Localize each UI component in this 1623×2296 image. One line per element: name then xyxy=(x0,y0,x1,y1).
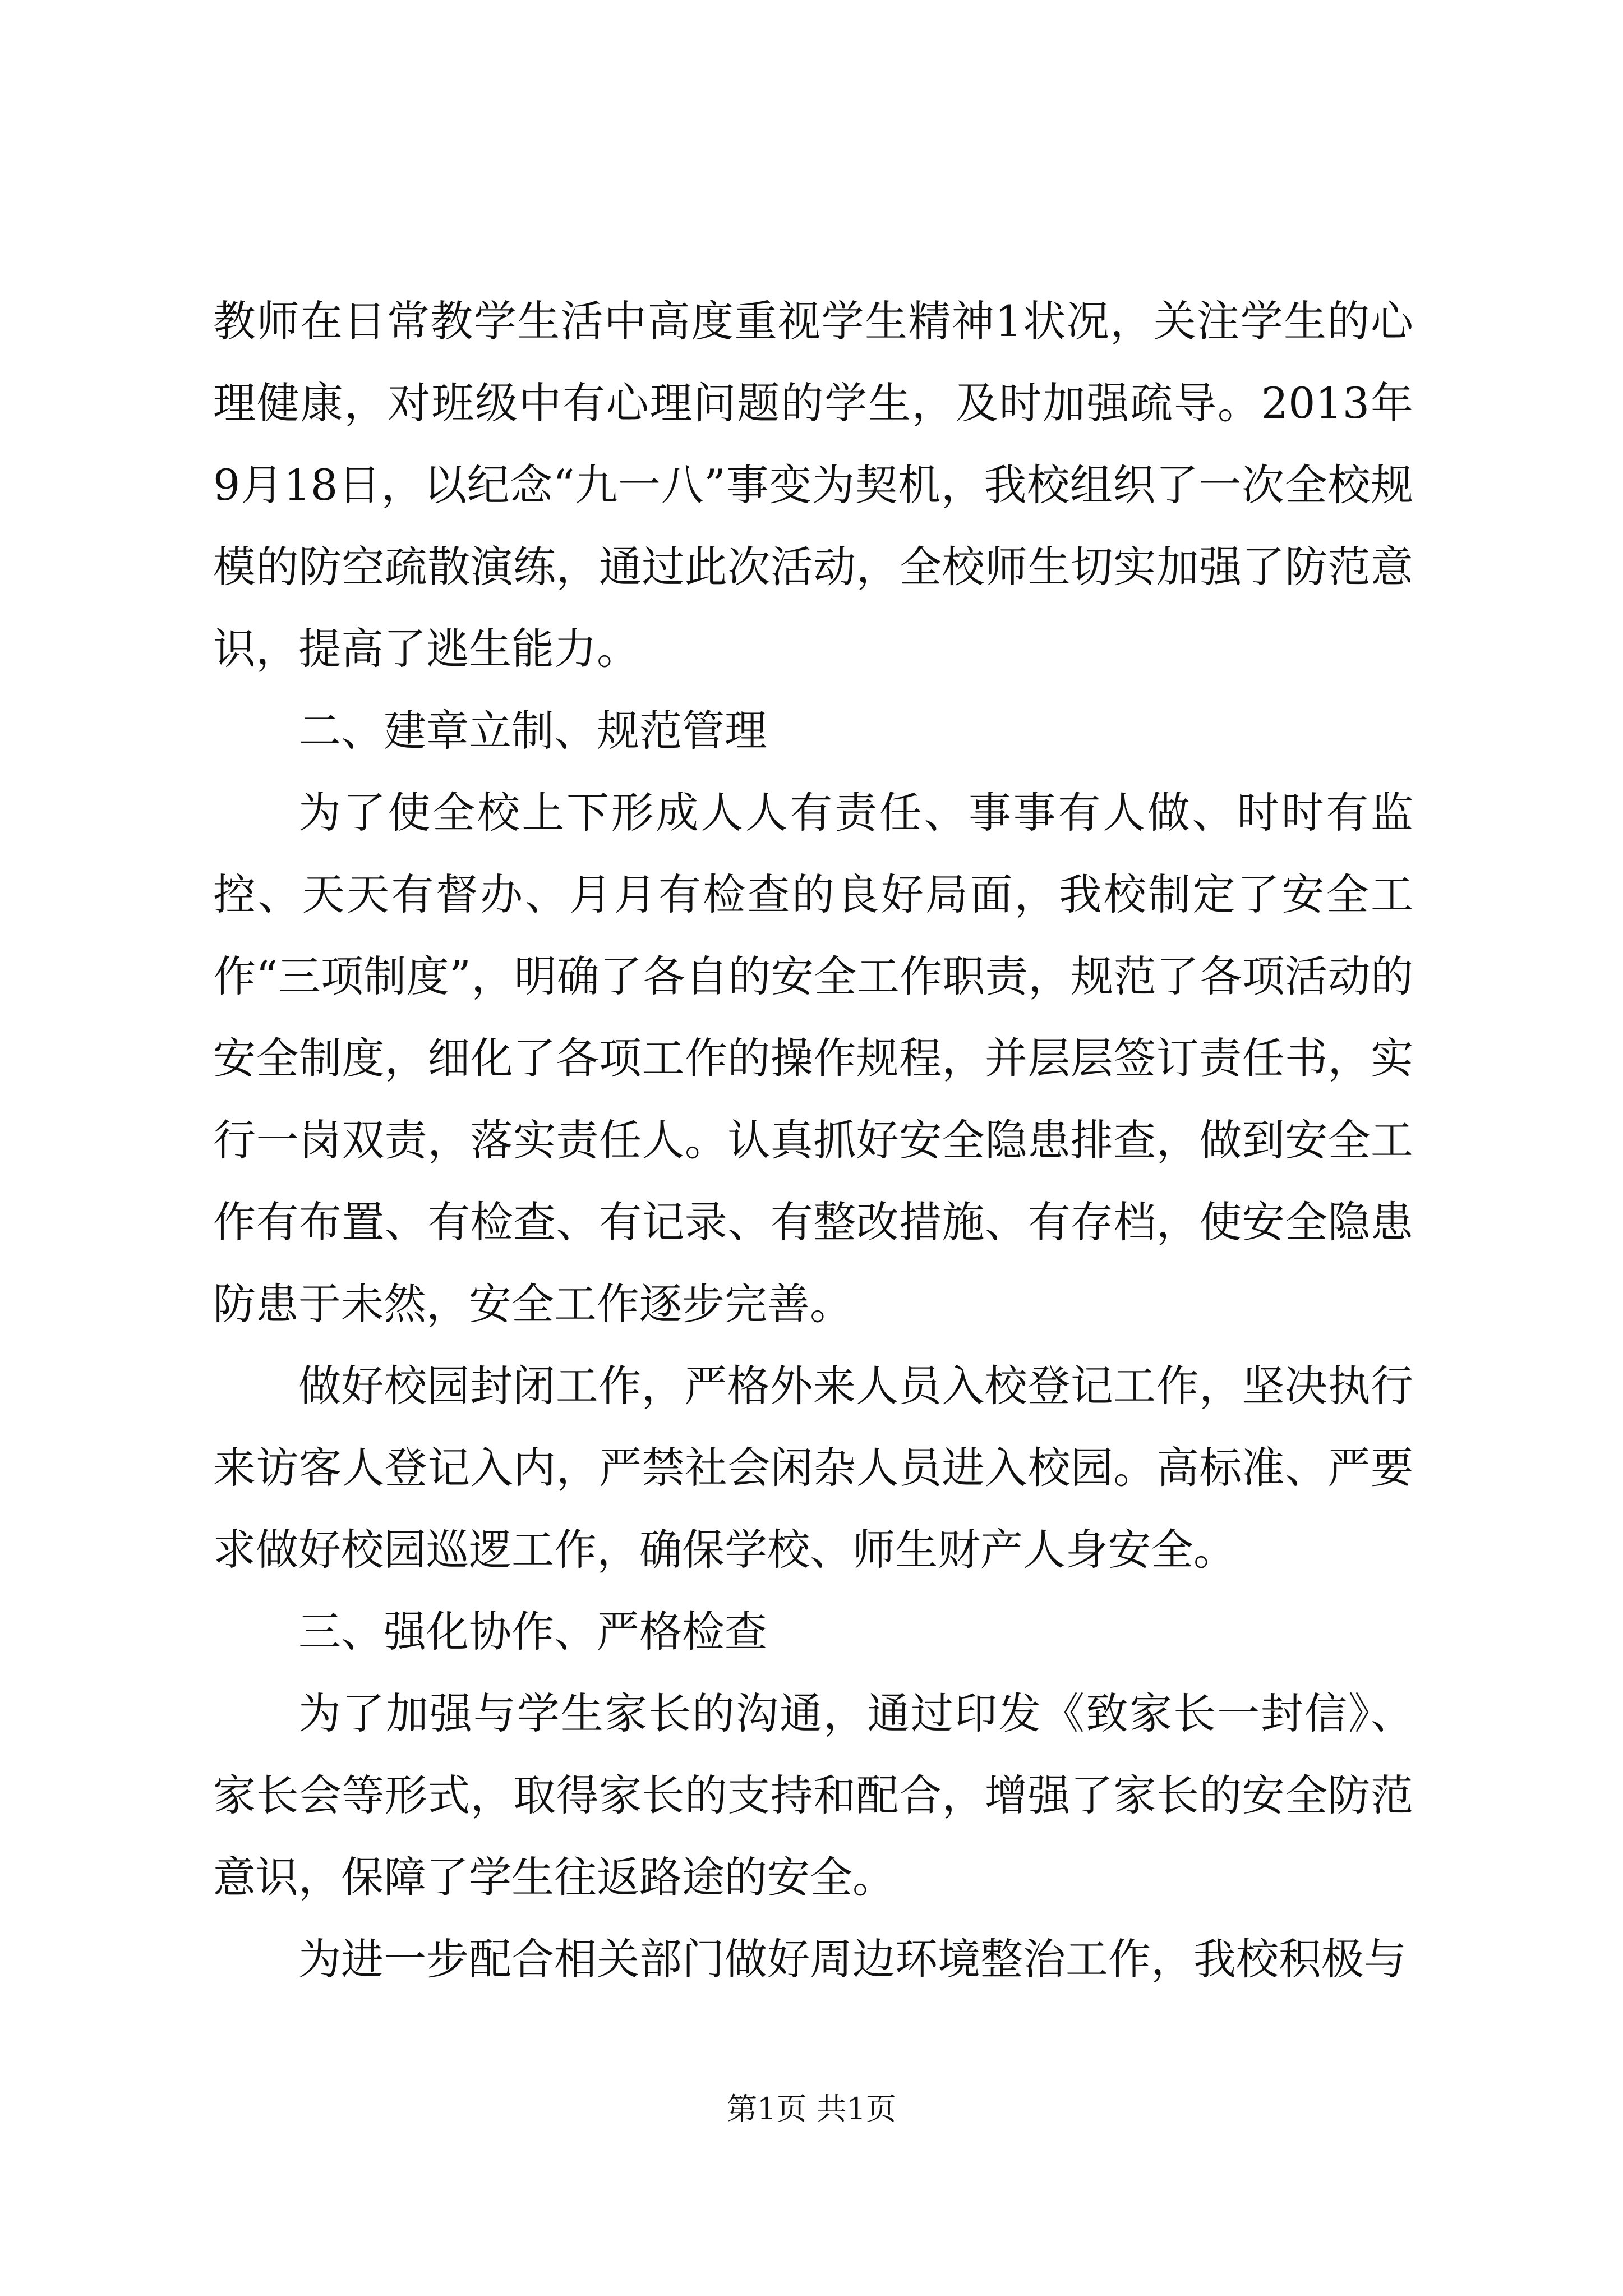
document-body xyxy=(213,280,1413,2000)
section-heading-2: 二、建章立制、规范管理 xyxy=(298,706,767,756)
paragraph-1: 教师在日常教学生活中高度重视学生精神1状况，关注学生的心理健康，对班级中有心理问题的学生，及时加强疏导。2013年9月18日，以纪念“九一八”事变为契机，我校组织了一次全校规模的防空疏散演练，通过此次活动，全校师生切实加强了防范意识，提高了逃生能力。 xyxy=(213,296,1413,674)
paragraph-7: 为进一步配合相关部门做好周边环境整治工作，我校积极与 xyxy=(298,1934,1407,1984)
paragraph-3: 为了使全校上下形成人人有责任、事事有人做、时时有监控、天天有督办、月月有检查的良好局面，我校制定了安全工作“三项制度”，明确了各自的安全工作职责，规范了各项活动的安全制度，细化了各项工作的操作规程，并层层签订责任书，实行一岗双责，落实责任人。认真抓好安全隐患排查，做到安全工作有布置、有检查、有记录、有整改措施、有存档，使安全隐患防患于未然，安全工作逐步完善。 xyxy=(213,788,1413,1329)
paragraph-4: 做好校园封闭工作，严格外来人员入校登记工作，坚决执行来访客人登记入内，严禁社会闲杂人员进入校园。高标准、严要求做好校园巡逻工作，确保学校、师生财产人身安全。 xyxy=(213,1361,1413,1575)
section-heading-3: 三、强化协作、严格检查 xyxy=(298,1607,767,1657)
page-footer xyxy=(0,2090,1623,2129)
page-number-label: 第1页 共1页 xyxy=(727,2091,896,2127)
paragraph-6: 为了加强与学生家长的沟通，通过印发《致家长一封信》、家长会等形式，取得家长的支持和配合，增强了家长的安全防范意识，保障了学生往返路途的安全。 xyxy=(213,1688,1413,1902)
